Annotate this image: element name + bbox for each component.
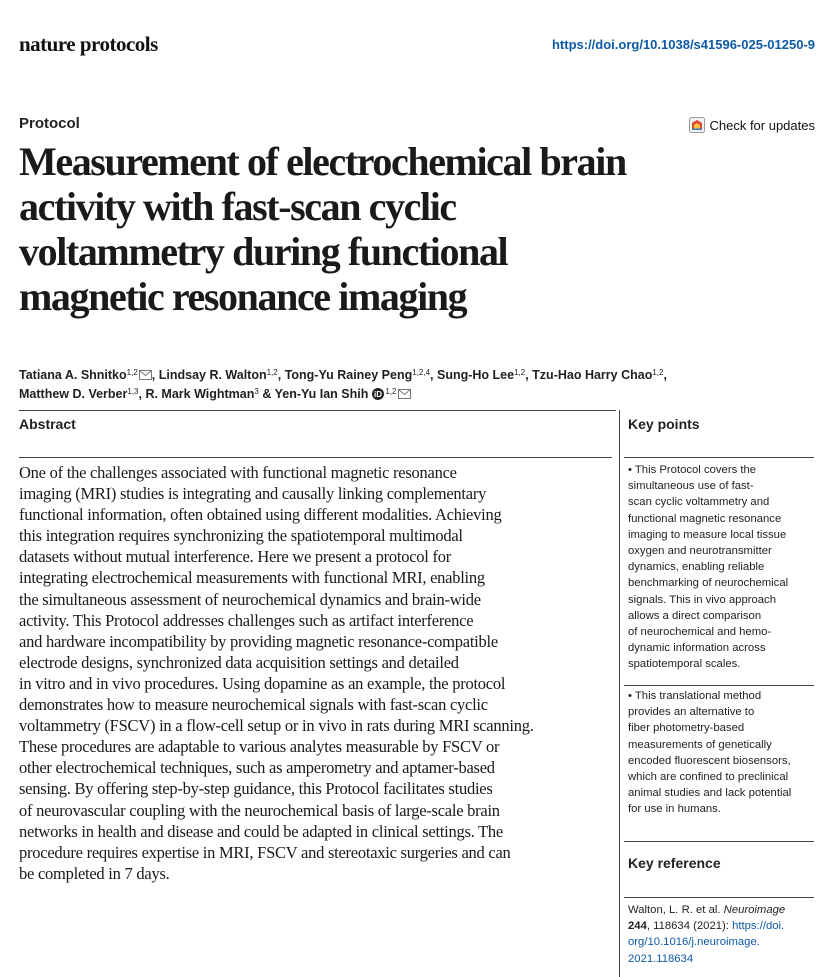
abstract-text — [19, 462, 612, 884]
key-points-divider — [624, 685, 814, 686]
abstract-line: sensing. By offering step-by-step guidance, this Protocol facilitates studies — [19, 779, 493, 799]
key-reference-divider — [624, 841, 814, 842]
author-affiliation: 1,2 — [385, 387, 397, 396]
author-affiliation: 1,2 — [266, 368, 278, 377]
key-reference-heading: Key reference — [628, 855, 721, 871]
author[interactable] — [159, 368, 278, 382]
author-affiliation: 1,2,4 — [412, 368, 431, 377]
key-point-line: which are confined to preclinical — [628, 771, 789, 784]
key-point-line: dynamic information across — [628, 642, 766, 655]
abstract-line: of neurovascular coupling with the neurochemical basis of large-scale brain — [19, 800, 500, 820]
key-point-line: oxygen and neurotransmitter — [628, 545, 772, 558]
author-affiliation: 1,2 — [514, 368, 526, 377]
abstract-line: integrating electrochemical measurements with functional MRI, enabling — [19, 568, 485, 588]
abstract-line: in vitro and in vivo procedures. Using dopamine as an example, the protocol — [19, 673, 506, 693]
abstract-line: voltammetry (FSCV) in a flow-cell setup or in vivo in rats during MRI scanning. — [19, 716, 534, 736]
key-point-line: dynamics, enabling reliable — [628, 561, 765, 574]
key-point-line: • This Protocol covers the — [628, 464, 757, 476]
author-list: Tatiana A. Shnitko$^{1,2}$ , Lindsay R. Walton$^{1,2}$, Tong-Yu Rainey Peng$^{1,2,4}$, Sung-Ho Lee$^{1,2}$, Tzu-Hao Harry Chao$^{1,2}$, Matthew D. Verber$^{1,3}$, R. Mark Wightman$^3$ & Yen-Yu Ian Shih iD $^{1,2}$ — [19, 368, 667, 401]
check-for-updates-button[interactable] — [689, 117, 815, 133]
key-reference-citation — [628, 902, 814, 967]
abstract-divider — [19, 457, 612, 458]
abstract-line: These procedures are adaptable to various analytes measurable by FSCV or — [19, 737, 500, 757]
svg-text:iD: iD — [374, 390, 383, 399]
reference-journal: Neuroimage — [723, 904, 786, 916]
check-updates-icon — [689, 117, 705, 133]
author-affiliation: 1,2 — [652, 368, 664, 377]
abstract-line: electrode designs, synchronized data acquisition settings and detailed — [19, 652, 459, 672]
author[interactable] — [532, 368, 663, 382]
check-updates-label: Check for updates — [709, 117, 815, 133]
key-point-line: benchmarking of neurochemical — [628, 577, 789, 590]
author-name: Lindsay R. Walton — [158, 368, 267, 382]
author-name: Tatiana A. Shnitko — [19, 368, 127, 382]
author-affiliation: 1,3 — [127, 387, 139, 396]
abstract-line: and hardware incompatibility by providing magnetic resonance-compatible — [19, 631, 498, 651]
key-point-line: measurements of genetically — [628, 738, 772, 751]
key-point-line: encoded fluorescent biosensors, — [628, 754, 791, 767]
author-name: Yen-Yu Ian Shih — [274, 387, 369, 401]
author-affiliation: 3 — [254, 387, 259, 396]
author[interactable] — [275, 387, 411, 401]
key-point-line: of neurochemical and hemo- — [628, 626, 772, 639]
author[interactable] — [437, 368, 525, 382]
key-point-line: scan cyclic voltammetry and — [628, 496, 770, 509]
key-point-line: • This translational method — [628, 690, 762, 702]
reference-details: , 118634 (2021): — [646, 920, 733, 933]
key-point-line: functional magnetic resonance — [628, 512, 782, 525]
abstract-line: One of the challenges associated with functional magnetic resonance — [19, 463, 457, 482]
column-divider — [619, 410, 620, 977]
key-point-line: signals. This in vivo approach — [628, 593, 776, 606]
key-point-line: provides an alternative to — [628, 706, 755, 719]
key-point-line: imaging to measure local tissue — [628, 528, 787, 541]
key-point-line: spatiotemporal scales. — [628, 658, 741, 671]
abstract-heading: Abstract — [19, 416, 76, 432]
key-point-line: animal studies and lack potential — [628, 787, 792, 800]
abstract-line: the simultaneous assessment of neurochemical dynamics and brain-wide — [19, 589, 481, 609]
reference-volume: 244 — [628, 920, 647, 933]
author[interactable] — [145, 387, 258, 401]
author-name: Tong-Yu Rainey Peng — [284, 368, 413, 382]
author-name: R. Mark Wightman — [145, 387, 255, 401]
author-affiliation: 1,2 — [126, 368, 138, 377]
abstract-line: imaging (MRI) studies is integrating and causally linking complementary — [19, 484, 487, 504]
author-name: Tzu-Hao Harry Chao — [532, 368, 653, 382]
key-point-line: for use in humans. — [628, 803, 721, 816]
mail-icon[interactable] — [397, 387, 411, 401]
abstract-line: activity. This Protocol addresses challenges such as artifact interference — [19, 610, 474, 630]
key-point-line: fiber photometry-based — [628, 722, 745, 735]
doi-link[interactable]: https://doi.org/10.1038/s41596-025-01250-9 — [551, 37, 815, 52]
key-points-heading: Key points — [628, 416, 700, 432]
article-title: Measurement of electrochemical brain activity with fast-scan cyclic voltammetry during functional magnetic resonance imaging — [19, 139, 626, 319]
article-category: Protocol — [19, 115, 80, 132]
orcid-icon[interactable] — [368, 387, 385, 401]
key-points-divider — [624, 457, 814, 458]
abstract-line: be completed in 7 days. — [19, 863, 170, 883]
key-point-line: allows a direct comparison — [628, 609, 762, 622]
author-name: Sung-Ho Lee — [437, 368, 515, 382]
abstract-line: other electrochemical techniques, such as amperometry and aptamer-based — [19, 758, 495, 778]
abstract-line: functional information, often obtained using different modalities. Achieving — [19, 505, 502, 525]
reference-doi-link[interactable]: https://doi. org/10.1016/j.neuroimage. 2021.118634 — [628, 920, 785, 965]
author[interactable] — [19, 387, 139, 401]
reference-authors: Walton, L. R. et al. — [628, 904, 724, 916]
key-point-item — [628, 462, 814, 673]
abstract-line: this integration requires synchronizing the spatiotemporal multimodal — [19, 526, 463, 546]
author[interactable] — [285, 368, 430, 382]
author[interactable] — [19, 368, 152, 382]
mail-icon[interactable] — [138, 368, 152, 382]
key-point-item — [628, 688, 814, 818]
author-name: Matthew D. Verber — [19, 387, 128, 401]
abstract-line: procedure requires expertise in MRI, FSCV and stereotaxic surgeries and can — [19, 842, 511, 862]
key-reference-divider — [624, 897, 814, 898]
abstract-line: demonstrates how to measure neurochemical signals with fast-scan cyclic — [19, 695, 488, 715]
journal-name: nature protocols — [19, 32, 158, 56]
section-divider — [19, 410, 616, 411]
abstract-line: networks in health and disease and could be adapted in clinical settings. The — [19, 821, 504, 841]
key-point-line: simultaneous use of fast- — [628, 480, 754, 493]
abstract-line: datasets without mutual interference. Here we present a protocol for — [19, 547, 451, 567]
